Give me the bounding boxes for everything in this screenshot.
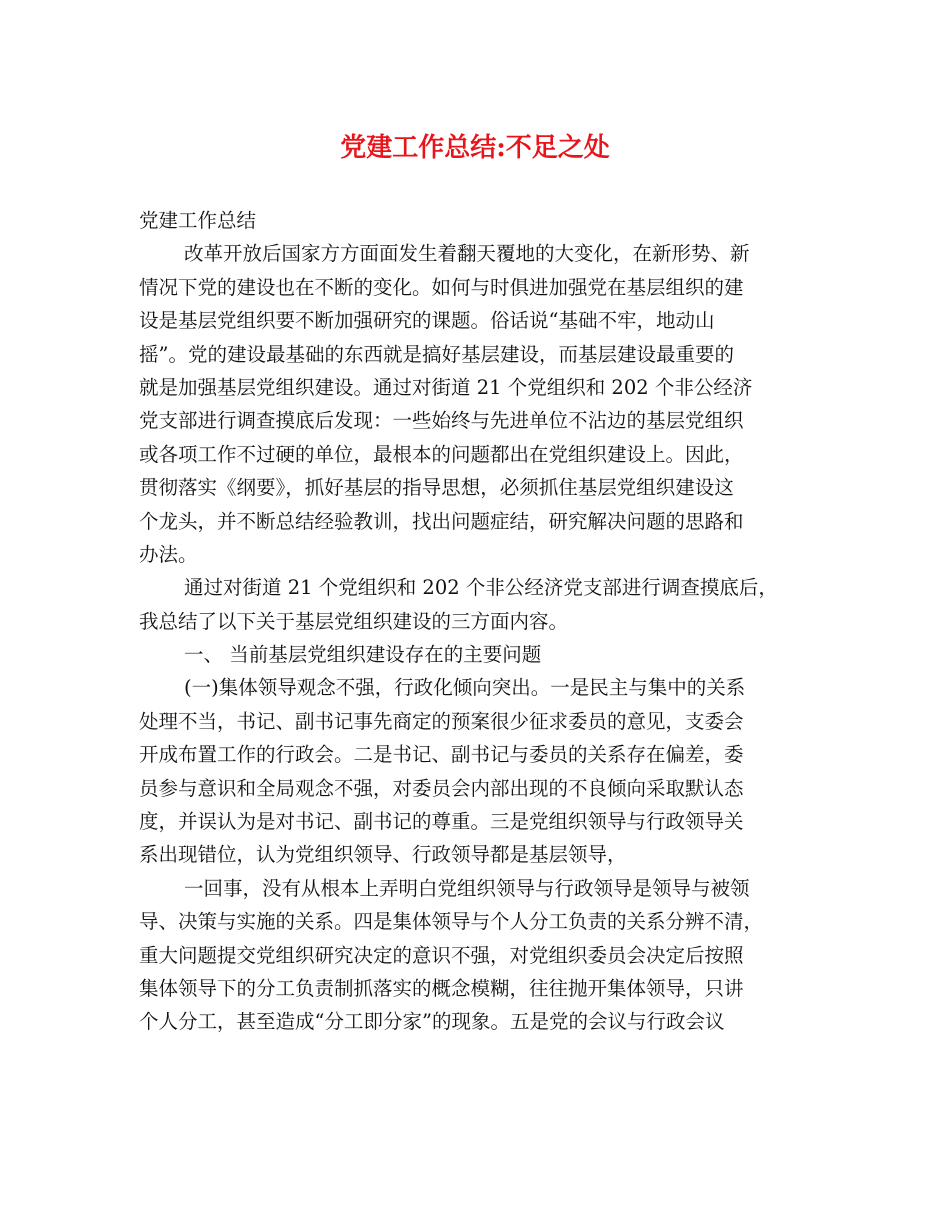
- text-line: 通过对街道 21 个党组织和 202 个非公经济党支部进行调查摸底后，: [184, 576, 778, 600]
- text-line: 摇”。党的建设最基础的东西就是搞好基层建设，而基层建设最重要的: [139, 342, 734, 366]
- text-line: 度，并误认为是对书记、副书记的尊重。三是党组织领导与行政领导关: [139, 810, 744, 834]
- text-line: 系出现错位，认为党组织领导、行政领导都是基层领导，: [139, 843, 627, 867]
- text-line: 个龙头，并不断总结经验教训，找出问题症结，研究解决问题的思路和: [139, 509, 744, 533]
- text-line: 办法。: [139, 542, 198, 566]
- text-line: (一)集体领导观念不强，行政化倾向突出。一是民主与集中的关系: [184, 676, 746, 700]
- text-line: 改革开放后国家方方面面发生着翻天覆地的大变化，在新形势、新: [184, 242, 750, 266]
- document-title: 党建工作总结:不足之处: [340, 133, 610, 163]
- text-line: 或各项工作不过硬的单位，最根本的问题都出在党组织建设上。因此，: [139, 442, 744, 466]
- text-line: 设是基层党组织要不断加强研究的课题。俗话说“基础不牢，地动山: [139, 309, 715, 333]
- text-line: 一回事，没有从根本上弄明白党组织领导与行政领导是领导与被领: [184, 876, 750, 900]
- text-line: 一、 当前基层党组织建设存在的主要问题: [184, 643, 542, 667]
- text-line: 党建工作总结: [139, 209, 257, 232]
- text-line: 个人分工，甚至造成“分工即分家”的现象。五是党的会议与行政会议: [139, 1010, 725, 1034]
- text-line: 贯彻落实《纲要》，抓好基层的指导思想，必须抓住基层党组织建设这: [139, 476, 734, 500]
- text-line: 我总结了以下关于基层党组织建设的三方面内容。: [139, 609, 569, 633]
- document-body: [139, 204, 815, 1039]
- text-line: 开成布置工作的行政会。二是书记、副书记与委员的关系存在偏差，委: [139, 743, 744, 767]
- text-line: 党支部进行调查摸底后发现：一些始终与先进单位不沾边的基层党组织: [139, 409, 744, 433]
- text-line: 重大问题提交党组织研究决定的意识不强，对党组织委员会决定后按照: [139, 943, 744, 967]
- text-line: 处理不当，书记、副书记事先商定的预案很少征求委员的意见，支委会: [139, 709, 744, 733]
- text-line: 情况下党的建设也在不断的变化。如何与时俱进加强党在基层组织的建: [139, 275, 744, 299]
- text-line: 员参与意识和全局观念不强，对委员会内部出现的不良倾向采取默认态: [139, 776, 744, 800]
- text-line: 导、决策与实施的关系。四是集体领导与个人分工负责的关系分辨不清，: [139, 910, 764, 934]
- text-line: 就是加强基层党组织建设。通过对街道 21 个党组织和 202 个非公经济: [139, 375, 753, 399]
- text-line: 集体领导下的分工负责制抓落实的概念模糊，往往抛开集体领导，只讲: [139, 976, 744, 1000]
